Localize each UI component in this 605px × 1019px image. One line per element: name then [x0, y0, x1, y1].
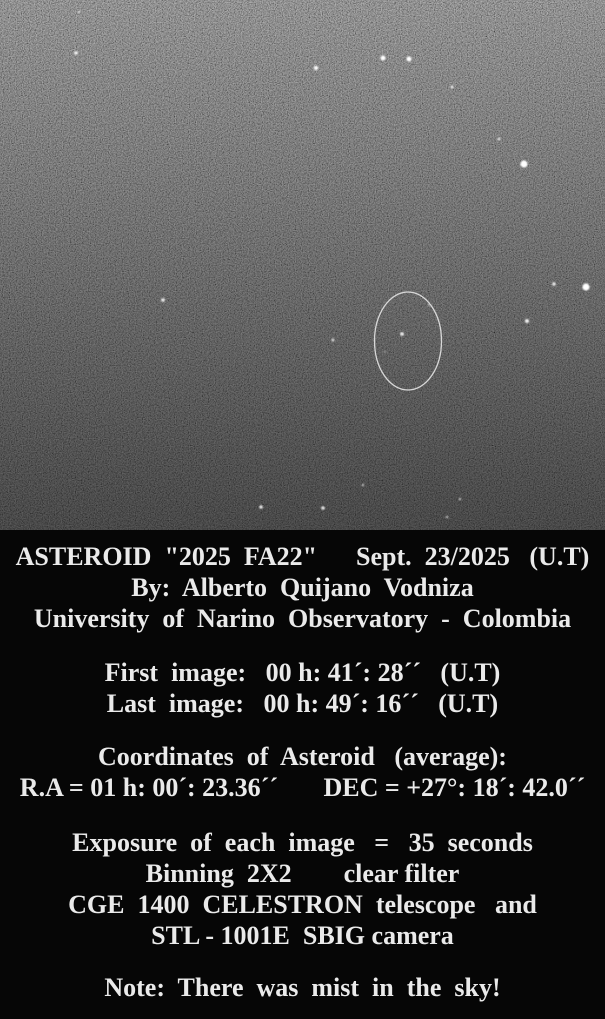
caption-ra-dec: R.A = 01 h: 00´: 23.36´´ DEC = +27°: 18´: 42.0´´	[19, 773, 586, 802]
star	[74, 51, 78, 55]
star	[525, 319, 529, 323]
star	[582, 283, 589, 290]
star	[381, 56, 386, 61]
star	[552, 282, 556, 286]
star	[407, 57, 412, 62]
caption-block-image-times	[0, 657, 605, 719]
star	[451, 86, 454, 89]
star	[459, 498, 462, 501]
star	[314, 66, 318, 70]
caption-block-header	[0, 541, 605, 634]
star	[321, 506, 325, 510]
caption-camera: STL - 1001E SBIG camera	[151, 921, 454, 950]
star	[362, 484, 365, 487]
caption-institution: University of Narino Observatory - Colombia	[33, 604, 572, 633]
caption-block-note	[0, 972, 605, 1003]
caption-exposure: Exposure of each image = 35 seconds	[72, 828, 533, 857]
caption-coords-label: Coordinates of Asteroid (average):	[98, 742, 507, 771]
caption-block-coordinates	[0, 741, 605, 803]
caption-last-image: Last image: 00 h: 49´: 16´´ (U.T)	[106, 689, 499, 718]
star	[161, 298, 165, 302]
star	[384, 351, 386, 353]
caption-author: By: Alberto Quijano Vodniza	[131, 573, 474, 602]
caption-first-image: First image: 00 h: 41´: 28´´ (U.T)	[104, 658, 501, 687]
star	[332, 339, 335, 342]
caption-telescope: CGE 1400 CELESTRON telescope and	[68, 890, 537, 919]
caption-panel	[0, 530, 605, 1019]
caption-block-equipment	[0, 827, 605, 951]
star	[498, 138, 501, 141]
star	[446, 516, 449, 519]
star	[259, 505, 263, 509]
caption-note: Note: There was mist in the sky!	[104, 973, 501, 1002]
star	[520, 160, 527, 167]
star	[78, 11, 80, 13]
caption-title: ASTEROID "2025 FA22" Sept. 23/2025 (U.T)	[15, 542, 590, 571]
asteroid-dot	[400, 332, 404, 336]
caption-binning: Binning 2X2 clear filter	[145, 859, 460, 888]
